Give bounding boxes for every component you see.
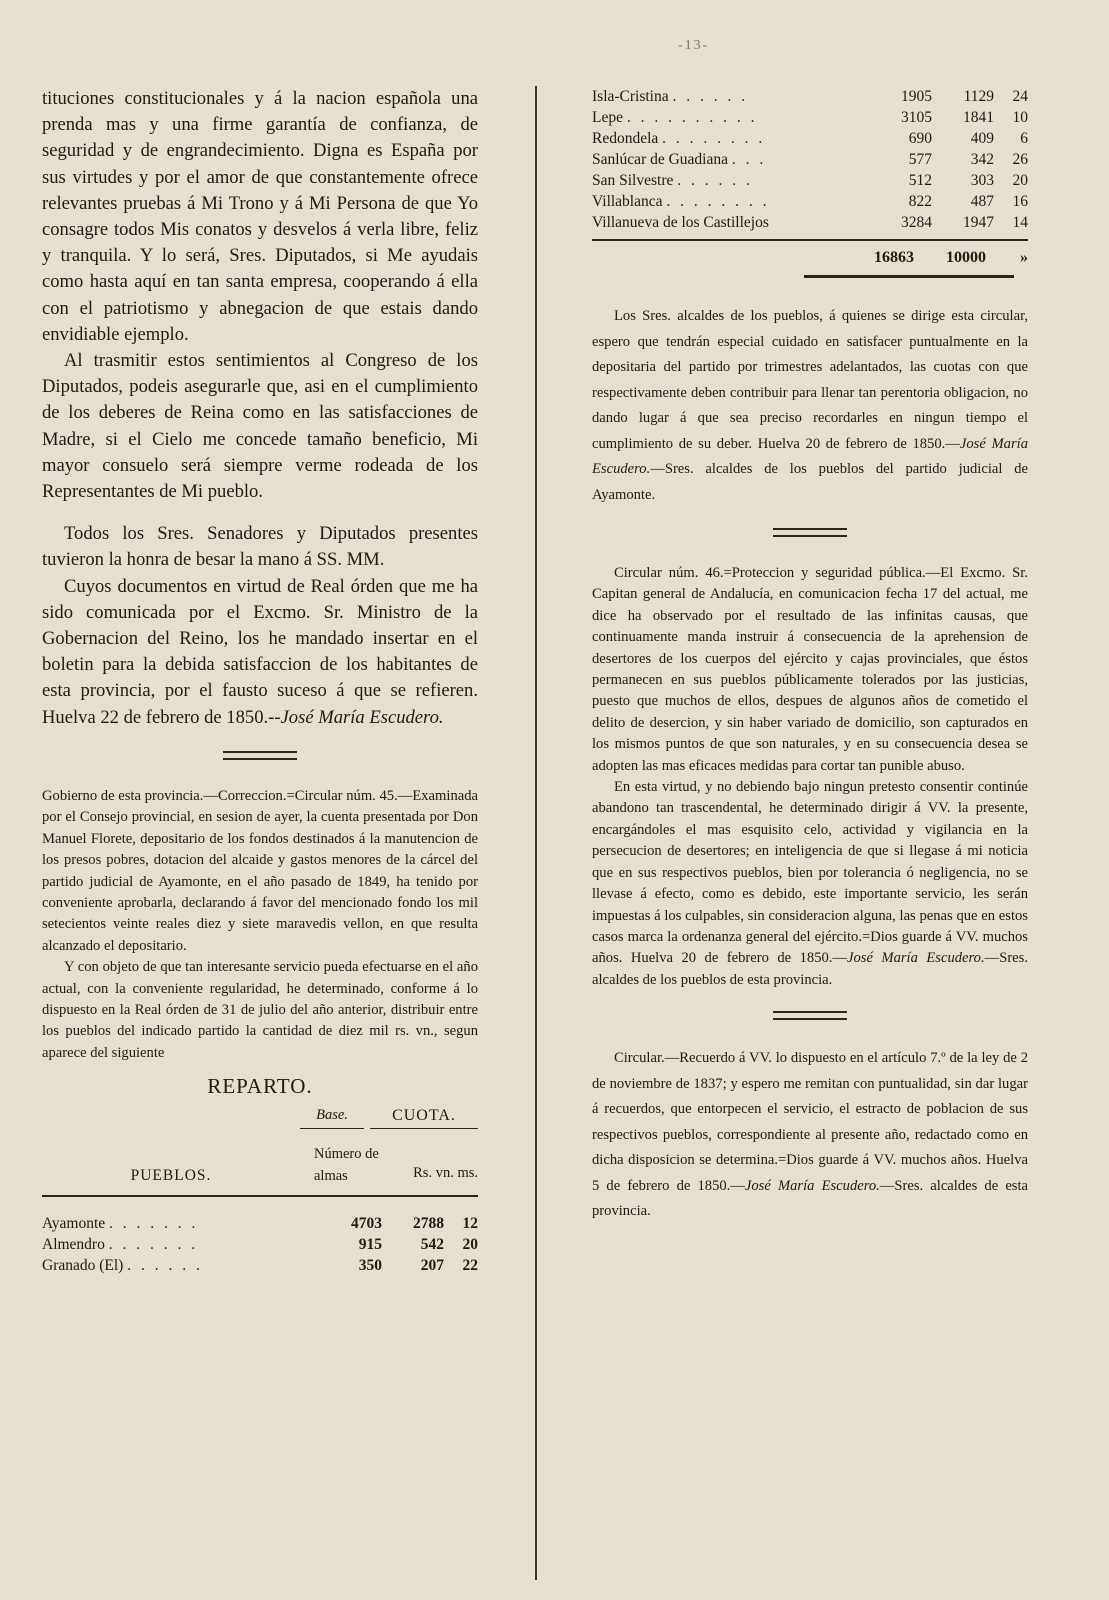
ms-value: 20 — [462, 1235, 478, 1253]
ms-value: 24 — [1012, 87, 1028, 105]
rs-value: 342 — [970, 150, 994, 168]
almas-value: 690 — [908, 129, 932, 147]
circular-46-paragraph — [592, 777, 1028, 991]
leader-dots: . . . . . . . . . . — [626, 108, 758, 126]
addressee: —Sres. alcaldes de esta provincia. — [592, 1177, 1029, 1220]
ms-value: 20 — [1012, 171, 1028, 189]
reparto-table-left — [42, 1213, 478, 1276]
almas-value: 822 — [908, 192, 932, 210]
table-row — [42, 1255, 478, 1276]
leader-dots: . . . — [731, 150, 767, 168]
pueblo-name: Ayamonte — [42, 1214, 106, 1232]
rs-value: 207 — [420, 1256, 444, 1274]
pueblo-name: Lepe — [592, 108, 623, 126]
pueblo-name: Villablanca — [592, 192, 663, 210]
ms-value: 26 — [1012, 150, 1028, 168]
pueblo-name: San Silvestre — [592, 171, 674, 189]
rs-value: 409 — [970, 129, 994, 147]
reparto-subheader — [42, 1143, 478, 1185]
rs-value: 542 — [420, 1235, 444, 1253]
leader-dots: . . . . . . — [677, 171, 753, 189]
right-column — [592, 86, 1028, 1225]
almas-value: 512 — [908, 171, 932, 189]
rs-value: 487 — [970, 192, 994, 210]
table-row — [592, 191, 1028, 212]
pueblo-name: Sanlúcar de Guadiana — [592, 150, 728, 168]
leader-dots: . . . . . . . . — [662, 129, 766, 147]
pueblo-name: Isla-Cristina — [592, 87, 669, 105]
leader-dots: . . . . . . — [127, 1256, 203, 1274]
rs-value: 303 — [970, 171, 994, 189]
speech-paragraph: Al trasmitir estos sentimientos al Congreso de los Diputados, podeis asegurarle que, asi en el cumplimiento de los deberes de Reina como en las satisfacciones de Madre, si el Cielo me concede tamaño beneficio, Mi mayor consuelo será siempre verme rodeada de los Representantes de Mi pueblo. — [42, 350, 478, 503]
almas-label: Número de almas — [314, 1146, 379, 1185]
leader-dots: . . . . . . . — [109, 1214, 199, 1232]
section-separator — [223, 751, 297, 760]
reparto-table-right — [592, 86, 1028, 233]
besamanos-paragraph: Todos los Sres. Senadores y Diputados presentes tuvieron la honra de besar la mano á SS. MM. — [42, 523, 478, 571]
table-row — [592, 212, 1028, 233]
ms-value: 10 — [1012, 108, 1028, 126]
almas-value: 1905 — [901, 87, 932, 105]
leader-dots: . . . . . . . . — [666, 192, 770, 210]
circular-46-paragraph: Circular núm. 46.=Proteccion y seguridad pública.—El Excmo. Sr. Capitan general de Andalucía, en comunicacion fecha 17 del actual, me dice ha observado por el resultado de las infinitas causas, que continuamente manda instruir á consecuencia de la aprehension de desertores de los cuerpos del ejército y cajas provinciales, que éstos permanecen en sus pueblos públicamente tolerados por las justicias, puesto que muchos de ellos, despues de algunos años de cometido el delito de desercion, y sin haber variado de domicilio, son capturados en los mismos puntos de que son naturales, y en su consecuencia desea se adopten las mas eficaces medidas para cortar tan punible abuso. — [592, 565, 1028, 774]
table-row — [592, 149, 1028, 170]
signature: José María Escudero. — [592, 435, 1028, 477]
table-row — [592, 128, 1028, 149]
total-almas: 16863 — [874, 249, 914, 266]
signature: José María Escudero. — [280, 706, 444, 728]
circular-45-paragraph: Gobierno de esta provincia.—Correccion.=Circular núm. 45.—Examinada por el Consejo provincial, en sesion de ayer, la cuenta presentada por Don Manuel Florete, depositario de los fondos destinados á la manutencion de los presos pobres, dotacion del alcaide y gastos menores de la cárcel del partido judicial de Ayamonte, en el año pasado de 1849, ha tenido por conveniente aprobarla, declarando á favor del mencionado fondo los mil setecientos veinte reales diez y siete maravedis vellon, en que resulta alcanzado el depositario. — [42, 787, 478, 954]
section-separator — [773, 528, 847, 537]
rs-label: Rs. vn. ms. — [413, 1165, 478, 1182]
addressee: —Sres. alcaldes de los pueblos de esta provincia. — [592, 950, 1028, 988]
circular-last-paragraph — [592, 1046, 1028, 1225]
totals-row — [592, 239, 1028, 267]
pueblo-name: Granado (El) — [42, 1256, 124, 1274]
almas-value: 3105 — [901, 108, 932, 126]
almas-value: 915 — [358, 1235, 382, 1253]
table-row — [42, 1234, 478, 1255]
leader-dots: . . . . . . — [672, 87, 749, 105]
pueblo-name: Redondela — [592, 129, 659, 147]
leader-dots: . . . . . . . — [108, 1235, 199, 1253]
table-row — [592, 107, 1028, 128]
ms-value: 12 — [462, 1214, 478, 1232]
section-separator — [773, 1011, 847, 1020]
table-row — [42, 1213, 478, 1234]
insertion-paragraph — [42, 574, 478, 731]
pueblo-name: Almendro — [42, 1235, 105, 1253]
rs-value: 2788 — [413, 1214, 444, 1232]
insertion-text: Cuyos documentos en virtud de Real órden que me ha sido comunicada por el Excmo. Sr. Ministro de la Gobernacion del Reino, los he mandado insertar en el boletin para la debida satisfaccion de los habitantes de esta provincia, por el fausto suceso á que se refieren. Huelva 22 de febrero de 1850.-- — [42, 575, 478, 728]
alcaldes-paragraph — [592, 304, 1028, 508]
cuota-label: CUOTA. — [370, 1107, 478, 1129]
base-label: Base. — [300, 1107, 364, 1129]
speech-paragraph: tituciones constitucionales y á la nacion española una prenda mas y una firme garantía de confianza, de seguridad y de engrandecimiento. Digna es España por sus virtudes y por el amor de que constantemente ofrece relevantes pruebas á Mi Trono y á Mi Persona de que Yo consagre todos Mis conatos y desvelos á verla libre, feliz y tranquila. Y lo será, Sres. Diputados, si Me ayudais como hasta aquí en tan santa empresa, cooperando á ella con el patriotismo y abnegacion de que estais dando envidiable ejemplo. — [42, 88, 478, 345]
ms-value: 16 — [1012, 192, 1028, 210]
column-divider — [535, 86, 537, 1580]
circular-46-text: En esta virtud, y no debiendo bajo ningun pretesto consentir continúe abandono tan trascendental, he determinado dirigir á VV. la presente, encargándoles el mas esquisito celo, actividad y vigilancia en la persecucion de desertores; en inteligencia de que si llegase á mi noticia que en sus respectivos pueblos, bien por tolerancia ó negligencia, no se llevase á efecto, como es debido, este importante servicio, les serán impuestas á los culpables, sin consideracion alguna, las penas que en estos casos marca la ordenanza general del ejército.=Dios guarde á VV. muchos años. Huelva 20 de febrero de 1850.— — [592, 779, 1028, 967]
reparto-title: REPARTO. — [207, 1074, 313, 1099]
almas-value: 3284 — [901, 213, 932, 231]
almas-value: 350 — [358, 1256, 382, 1274]
ms-value: 14 — [1012, 213, 1028, 231]
ms-value: 22 — [462, 1256, 478, 1274]
total-rs: 10000 — [946, 249, 986, 266]
total-ms: » — [1020, 249, 1028, 266]
addressee: —Sres. alcaldes de los pueblos del partido judicial de Ayamonte. — [592, 461, 1028, 503]
columns-label — [300, 1143, 478, 1185]
pueblos-label: PUEBLOS. — [130, 1167, 212, 1185]
rs-value: 1947 — [963, 213, 994, 231]
ms-value: 6 — [1020, 129, 1028, 147]
circular-last-text: Circular.—Recuerdo á VV. lo dispuesto en el artículo 7.º de la ley de 2 de noviembre de 1837; y espero me remitan con puntualidad, sin dar lugar á recuerdos, que entorpecen el servicio, el estracto de poblacion de sus respectivos pueblos, correspondiente al presente año, redactado como en dicha disposicion se determina.=Dios guarde á VV. muchos años. Huelva 5 de febrero de 1850.— — [592, 1050, 1028, 1194]
signature: José María Escudero. — [744, 1177, 880, 1194]
left-column — [42, 86, 478, 1276]
table-row — [592, 170, 1028, 191]
page-number: -13- — [678, 38, 710, 53]
almas-value: 4703 — [351, 1214, 382, 1232]
alcaldes-text: Los Sres. alcaldes de los pueblos, á quienes se dirige esta circular, espero que tendrán especial cuidado en satisfacer puntualmente en la depositaria del partido por trimestres adelantados, las cuotas con que respectivamente deben contribuir para llenar tan perentoria obligacion, no dando lugar á que sea preciso recordarles en ningun tiempo el cumplimiento de su deber. Huelva 20 de febrero de 1850.— — [592, 308, 1028, 452]
rs-value: 1129 — [963, 87, 994, 105]
table-rule — [42, 1195, 478, 1197]
pueblo-name: Villanueva de los Castillejos — [592, 213, 769, 231]
rs-value: 1841 — [963, 108, 994, 126]
reparto-header — [42, 1107, 478, 1129]
circular-45-paragraph: Y con objeto de que tan interesante servicio pueda efectuarse en el año actual, con la conveniente regularidad, he determinado, conforme á lo dispuesto en la Real órden de 31 de julio del año anterior, distribuir entre los pueblos del indicado partido la cantidad de diez mil rs. vn., segun aparece del siguiente — [42, 959, 478, 1061]
signature: José María Escudero. — [847, 950, 985, 967]
table-row — [592, 86, 1028, 107]
almas-value: 577 — [908, 150, 932, 168]
